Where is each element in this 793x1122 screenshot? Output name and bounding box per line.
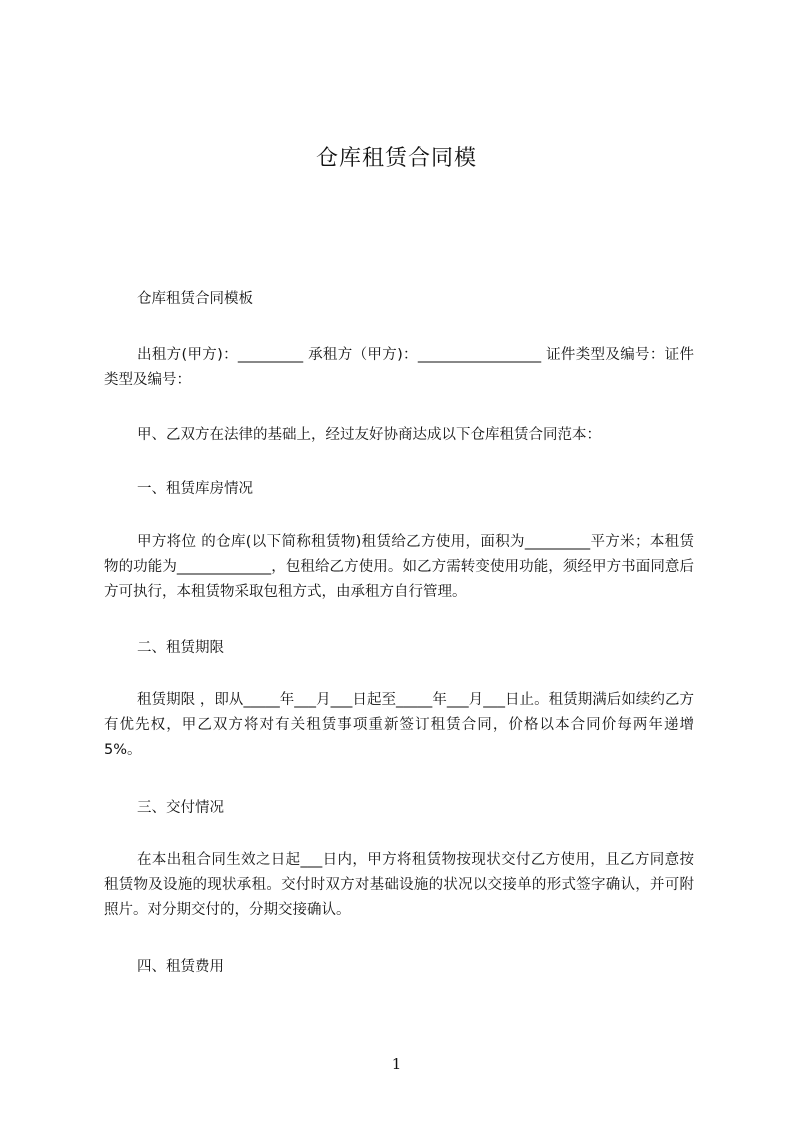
section-body-1: 甲方将位 的仓库(以下简称租赁物)租赁给乙方使用，面积为_________平方米；本租赁物的功能为_____________，包租给乙方使用。如乙方需转变使用功能，须经甲方书面同意后方可执行，本租赁物采取包租方式，由承租方自行管理。	[104, 534, 694, 600]
intro-paragraph: 甲、乙双方在法律的基础上，经过友好协商达成以下仓库租赁合同范本：	[137, 427, 601, 443]
parties-paragraph: 出租方(甲方)：_________ 承租方（甲方)：_________________ 证件类型及编号：证件类型及编号：	[104, 347, 694, 388]
section-heading-4: 四、租赁费用	[137, 959, 224, 975]
section-body-3: 在本出租合同生效之日起___日内，甲方将租赁物按现状交付乙方使用，且乙方同意按租赁物及设施的现状承租。交付时双方对基础设施的状况以交接单的形式签字确认，并可附照片。对分期交付的，分期交接确认。	[104, 852, 694, 918]
section-heading-2: 二、租赁期限	[137, 640, 224, 656]
section-heading-1: 一、租赁库房情况	[137, 481, 253, 497]
page-number: 1	[391, 1055, 402, 1073]
document-title: 仓库租赁合同模	[315, 146, 477, 171]
section-body-2: 租赁期限 ，即从_____年___月___日起至_____年___月___日止。租赁期满后如续约乙方有优先权，甲乙双方将对有关租赁事项重新签订租赁合同，价格以本合同价每两年递增 5%。	[104, 692, 694, 758]
document-subtitle: 仓库租赁合同模板	[137, 291, 253, 307]
section-heading-3: 三、交付情况	[137, 800, 224, 816]
